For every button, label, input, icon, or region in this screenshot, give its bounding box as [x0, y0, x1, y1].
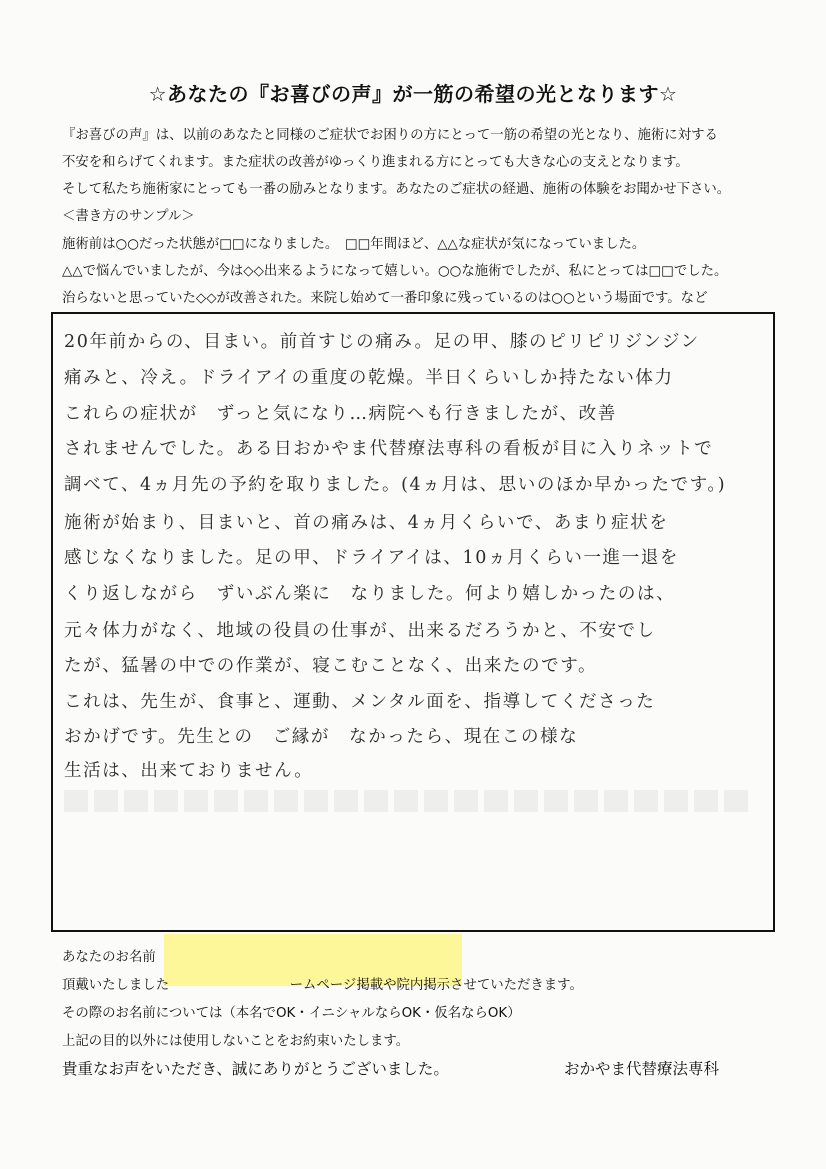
- intro-line-3: そして私たち施術家にとっても一番の励みとなります。あなたのご症状の経過、施術の体験をお聞かせ下さい。: [62, 182, 731, 197]
- handwritten-line: 生活は、出来ておりません。: [64, 761, 314, 781]
- sample-line-3: 治らないと思っていた◇◇が改善された。来院し始めて一番印象に残っているのは○○という場面です。など: [62, 291, 708, 306]
- intro-line-2: 不安を和らげてくれます。また症状の改善がゆっくり進まれる方にとっても大きな心の支えとなります。: [62, 155, 689, 170]
- intro-line-1: 『お喜びの声』は、以前のあなたと同様のご症状でお困りの方にとって一筋の希望の光となり、施術に対する: [62, 128, 718, 143]
- name-label: あなたのお名前: [62, 950, 156, 965]
- handwritten-line: 痛みと、冷え。ドライアイの重度の乾燥。半日くらいしか持たない体力: [64, 368, 674, 388]
- consent-line-1: 頂戴いたしました ームページ掲載や院内掲示させていただきます。: [62, 978, 583, 993]
- handwritten-line: 元々体力がなく、地域の役員の仕事が、出来るだろうかと、不安でし: [64, 621, 656, 641]
- consent-line-3: 上記の目的以外には使用しないことをお約束いたします。: [62, 1034, 410, 1049]
- handwritten-line: 調べて、4ヵ月先の予約を取りました。(4ヵ月は、思いのほか早かったです。): [64, 475, 727, 495]
- sample-line-1: 施術前は○○だった状態が□□になりました。 □□年間ほど、△△な症状が気になっていました。: [62, 237, 646, 252]
- sample-line-2: △△で悩んでいましたが、今は◇◇出来るようになって嬉しい。○○な施術でしたが、私にとっては□□でした。: [62, 264, 728, 279]
- handwritten-line: これらの症状が ずっと気になり…病院へも行きましたが、改善: [64, 404, 617, 424]
- sample-heading: ＜書き方のサンプル＞: [62, 209, 195, 224]
- handwritten-line: これは、先生が、食事と、運動、メンタル面を、指導してくださった: [64, 692, 656, 712]
- thanks-message: 貴重なお声をいただき、誠にありがとうございました。: [62, 1060, 449, 1078]
- handwritten-line: 施術が始まり、目まいと、首の痛みは、4ヵ月くらいで、あまり症状を: [64, 513, 669, 533]
- handwritten-line: 20年前からの、目まい。前首すじの痛み。足の甲、膝のピリピリジンジン: [64, 332, 700, 352]
- faded-bleed-through: [64, 790, 754, 812]
- handwritten-line: 感じなくなりました。足の甲、ドライアイは、10ヵ月くらい一進一退を: [64, 548, 679, 568]
- handwritten-line: されませんでした。ある日おかやま代替療法専科の看板が目に入りネットで: [64, 439, 714, 459]
- page-title: ☆あなたの『お喜びの声』が一筋の希望の光となります☆: [148, 82, 678, 106]
- consent-line-2: その際のお名前については（本名でOK・イニシャルならOK・仮名ならOK）: [62, 1006, 521, 1021]
- handwritten-line: たが、猛暑の中での作業が、寝こむことなく、出来たのです。: [64, 656, 598, 676]
- handwritten-line: くり返しながら ずいぶん楽に なりました。何より嬉しかったのは、: [64, 584, 676, 604]
- clinic-name: おかやま代替療法専科: [564, 1060, 720, 1078]
- handwritten-line: おかげです。先生との ご縁が なかったら、現在この様な: [64, 727, 579, 747]
